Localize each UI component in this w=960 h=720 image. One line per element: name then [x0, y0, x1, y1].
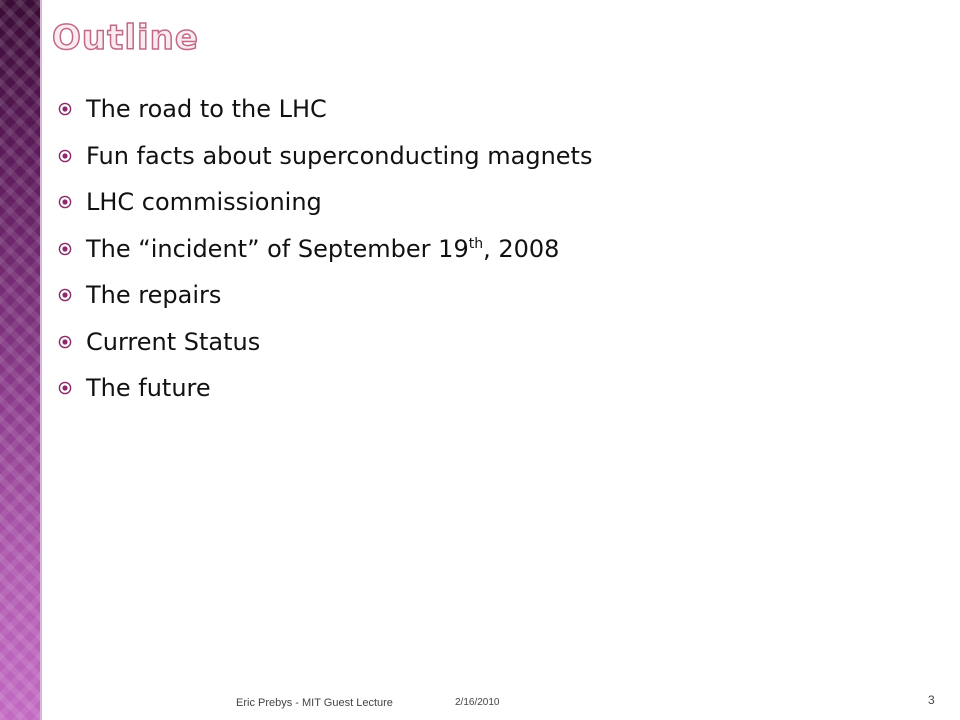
outline-item — [58, 179, 592, 226]
page-number: 3 — [928, 693, 935, 707]
circled-dot-icon — [58, 288, 72, 302]
outline-item — [58, 365, 592, 412]
outline-item-text — [86, 235, 559, 263]
circled-dot-icon — [58, 381, 72, 395]
circled-dot-icon — [58, 102, 72, 116]
outline-item-text: Current Status — [86, 327, 261, 356]
outline-item-text: Fun facts about superconducting magnets — [86, 141, 593, 170]
outline-item-text: The road to the LHC — [86, 95, 327, 124]
circled-dot-icon — [58, 149, 72, 163]
outline-item — [58, 272, 592, 319]
side-divider-line — [40, 0, 42, 720]
circled-dot-icon — [58, 335, 72, 349]
footer-author: Eric Prebys - MIT Guest Lecture — [236, 697, 393, 709]
circled-dot-icon — [58, 195, 72, 209]
ordinal-suffix: th — [468, 235, 484, 252]
outline-item — [58, 86, 592, 133]
outline-item-text-tail: , 2008 — [483, 234, 560, 263]
outline-item-text-main: The “incident” of September 19 — [86, 234, 469, 263]
outline-list — [58, 86, 592, 412]
outline-item-text: LHC commissioning — [86, 188, 322, 217]
outline-item — [58, 226, 592, 273]
outline-item — [58, 133, 592, 180]
outline-item — [58, 319, 592, 366]
outline-item-text: The repairs — [86, 281, 222, 310]
footer-date: 2/16/2010 — [455, 697, 500, 708]
circled-dot-icon — [58, 242, 72, 256]
slide-title: Outline — [52, 18, 199, 58]
side-decorative-band — [0, 0, 40, 720]
outline-item-text: The future — [86, 374, 211, 403]
